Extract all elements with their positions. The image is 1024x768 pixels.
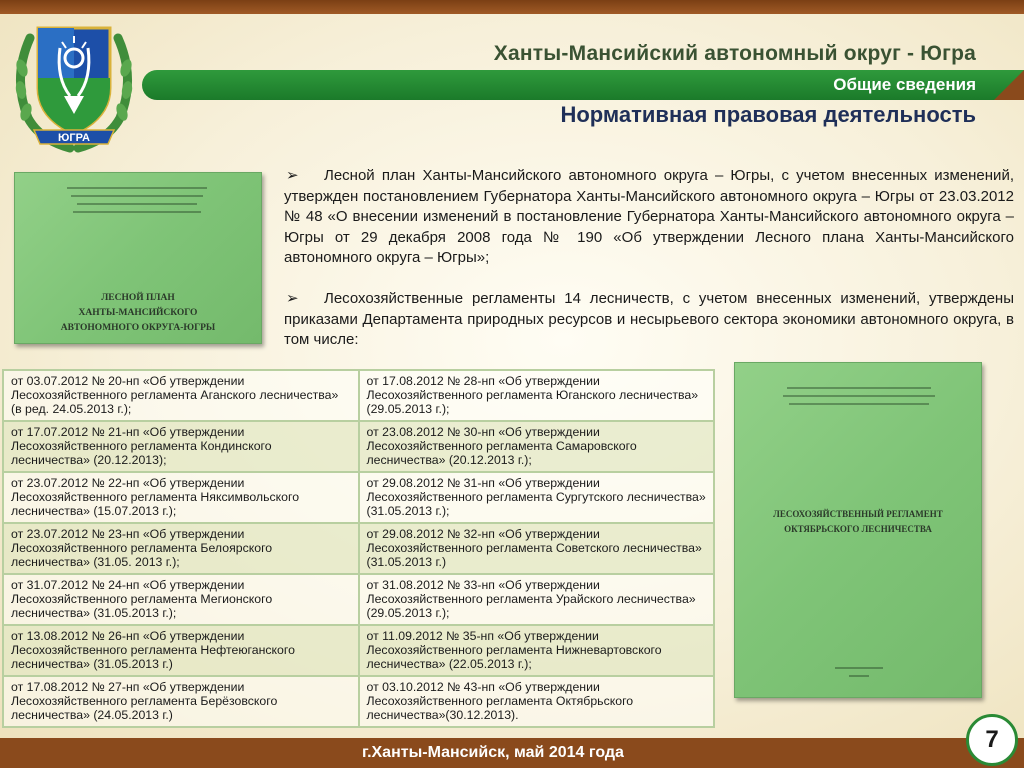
cover-title-line: ЛЕСНОЙ ПЛАН xyxy=(101,293,175,303)
cover-text-line xyxy=(77,203,197,205)
cover-text-line xyxy=(835,667,883,669)
paragraph-forest-plan xyxy=(284,166,1014,269)
table-cell: от 17.08.2012 № 28-нп «Об утверждении Лесохозяйственного регламента Юганского лесничества» (29.05.2013 г.); xyxy=(359,370,715,421)
table-row xyxy=(3,472,714,523)
table-row xyxy=(3,574,714,625)
section-band xyxy=(142,70,1024,100)
cover-title-line: ОКТЯБРЬСКОГО ЛЕСНИЧЕСТВА xyxy=(784,524,932,534)
table-cell: от 23.07.2012 № 22-нп «Об утверждении Лесохозяйственного регламента Няксимвольского лесничества» (15.07.2013 г.); xyxy=(3,472,359,523)
paragraph-regulations xyxy=(284,289,1014,351)
table-cell: от 17.08.2012 № 27-нп «Об утверждении Лесохозяйственного регламента Берёзовского лесничества» (24.05.2013 г.) xyxy=(3,676,359,727)
table-cell: от 03.07.2012 № 20-нп «Об утверждении Лесохозяйственного регламента Аганского лесничества» (в ред. 24.05.2013 г.); xyxy=(3,370,359,421)
cover-text-line xyxy=(783,395,935,397)
table-row xyxy=(3,523,714,574)
bullet-arrow-icon: ➢ xyxy=(286,290,299,307)
cover-text-line xyxy=(73,211,201,213)
top-frame-strip xyxy=(0,0,1024,14)
regulations-table xyxy=(2,369,715,728)
october-regulation-title xyxy=(735,507,981,537)
cover-text-line xyxy=(789,403,929,405)
table-row xyxy=(3,676,714,727)
footer-location-date: г.Ханты-Мансийск, май 2014 года xyxy=(362,744,624,761)
table-cell: от 31.07.2012 № 24-нп «Об утверждении Лесохозяйственного регламента Мегионского лесничества» (31.05.2013 г.); xyxy=(3,574,359,625)
region-title: Ханты-Мансийский автономный округ - Югра xyxy=(493,42,976,65)
table-cell: от 23.07.2012 № 23-нп «Об утверждении Лесохозяйственного регламента Белоярского лесничества» (31.05. 2013 г.); xyxy=(3,523,359,574)
table-row xyxy=(3,421,714,472)
cover-text-line xyxy=(849,675,869,677)
table-cell: от 31.08.2012 № 33-нп «Об утверждении Лесохозяйственного регламента Урайского лесничества» (29.05.2013 г.); xyxy=(359,574,715,625)
paragraph-text: Лесохозяйственные регламенты 14 лесничеств, с учетом внесенных изменений, утверждены приказами Департамента природных ресурсов и несырьевого сектора экономики автономного округа, в том числе: xyxy=(284,290,1014,348)
cover-title-line: ХАНТЫ-МАНСИЙСКОГО xyxy=(78,308,198,318)
band-corner xyxy=(994,70,1024,100)
table-cell: от 23.08.2012 № 30-нп «Об утверждении Лесохозяйственного регламента Самаровского лесничества» (20.12.2013 г.); xyxy=(359,421,715,472)
cover-title-line: АВТОНОМНОГО ОКРУГА-ЮГРЫ xyxy=(60,323,216,333)
cover-text-line xyxy=(67,187,207,189)
table-cell: от 11.09.2012 № 35-нп «Об утверждении Лесохозяйственного регламента Нижневартовского лесничества» (22.05.2013 г.); xyxy=(359,625,715,676)
table-cell: от 29.08.2012 № 31-нп «Об утверждении Лесохозяйственного регламента Сургутского лесничества» (31.05.2013 г.); xyxy=(359,472,715,523)
cover-title-line: ЛЕСОХОЗЯЙСТВЕННЫЙ РЕГЛАМЕНТ xyxy=(773,509,943,519)
cover-text-line xyxy=(787,387,931,389)
forest-plan-cover xyxy=(14,172,262,344)
footer-bar xyxy=(0,738,1024,768)
october-regulation-cover xyxy=(734,362,982,698)
table-row xyxy=(3,370,714,421)
emblem-banner: ЮГРА xyxy=(58,132,90,144)
cover-text-line xyxy=(71,195,203,197)
forest-plan-title xyxy=(15,291,261,336)
table-cell: от 03.10.2012 № 43-нп «Об утверждении Лесохозяйственного регламента Октябрьского лесничества»(30.12.2013). xyxy=(359,676,715,727)
table-row xyxy=(3,625,714,676)
table-cell: от 17.07.2012 № 21-нп «Об утверждении Лесохозяйственного регламента Кондинского лесничества» (20.12.2013); xyxy=(3,421,359,472)
khmao-coat-of-arms-icon xyxy=(10,18,138,156)
bullet-arrow-icon: ➢ xyxy=(286,167,299,184)
page-number: 7 xyxy=(985,726,999,753)
page-subtitle: Нормативная правовая деятельность xyxy=(560,102,976,127)
table-cell: от 29.08.2012 № 32-нп «Об утверждении Лесохозяйственного регламента Советского лесничества» (31.05.2013 г.) xyxy=(359,523,715,574)
table-cell: от 13.08.2012 № 26-нп «Об утверждении Лесохозяйственного регламента Нефтеюганского лесничества» (31.05.2013 г.) xyxy=(3,625,359,676)
page-number-badge xyxy=(966,714,1018,766)
section-label: Общие сведения xyxy=(833,75,976,94)
paragraph-text: Лесной план Ханты-Мансийского автономного округа – Югры, с учетом внесенных изменений, утвержден постановлением Губернатора Ханты-Мансийского автономного округа – Югры от 23.03.2012 № 48 «О внесении изменений в постановление Губернатора Ханты-Мансийского автономного округа – Югры от 29 декабря 2008 года № 190 «Об утверждении Лесного плана Ханты-Мансийского автономного округа – Югры»; xyxy=(284,167,1014,266)
